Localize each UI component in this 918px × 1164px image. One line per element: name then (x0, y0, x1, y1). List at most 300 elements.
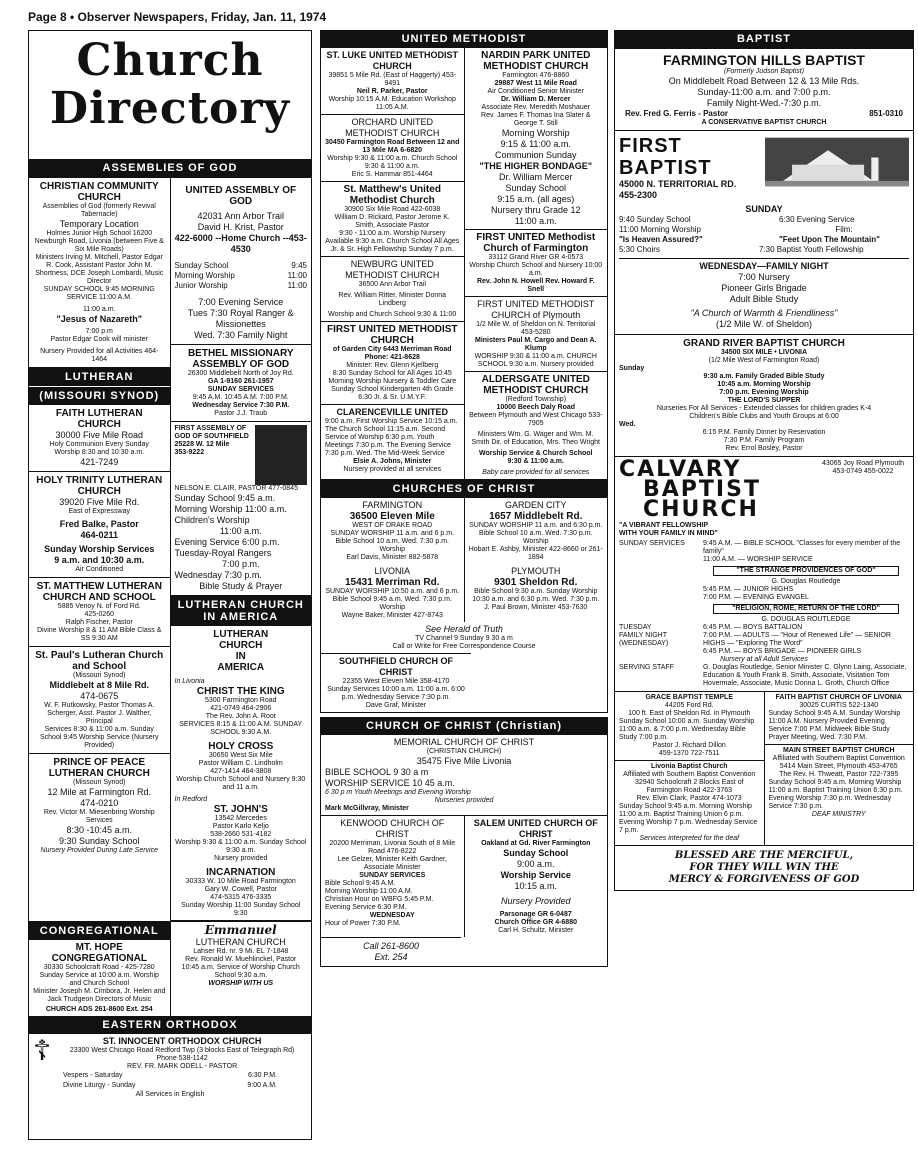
church-addr: On Middlebelt Road Between 12 & 13 Mile Rds. (668, 76, 860, 86)
church-sermon: "Jesus of Nazareth" (56, 314, 143, 324)
calvary-sunday (619, 540, 909, 624)
fb-r2a: 11:00 Morning Worship (619, 225, 701, 234)
fb-top (619, 135, 909, 201)
church-baby: Baby care provided for all services (482, 469, 590, 476)
church-building-illustration (765, 135, 909, 189)
sched-time: 6:30 P.M. (247, 1072, 277, 1079)
sched-time: 11:00 (287, 271, 307, 280)
church-pastor: Rev. Elvin Clark, Pastor 474-1073 (636, 795, 742, 802)
calvary-nurs: Nursery at all Adult Services (720, 656, 808, 663)
listing-main-street-baptist (765, 745, 914, 821)
church-loc: 100 ft. East of Sheldon Rd. in Plymouth (628, 710, 751, 717)
fb-row (619, 215, 909, 225)
sched-time: 9:00 A.M. (247, 1082, 277, 1089)
fb-row (619, 225, 909, 235)
listing-nardin-park (465, 48, 608, 230)
church-addr: 36500 Eleven Mile (349, 511, 435, 522)
church-min: Ministers Paul M. Cargo and Dean A. Klump (475, 337, 597, 352)
church-times: Worship and Church School 9:30 & 11:00 (328, 311, 457, 318)
sched-r5: Tuesday-Royal Rangers (174, 548, 272, 558)
church-times: Worship 9:30 & 11:00 a.m. Sunday School 9:30 a.m. (175, 839, 307, 854)
blessed-line-2: FOR THEY WILL WIN THE (689, 862, 839, 873)
church-phone: Phone: 421-8628 (364, 354, 420, 361)
church-times: Bible School 9:30 a.m. Sunday Worship 10:30 a.m. and 6:30 p.m. Wed. 7:30 p.m. (472, 588, 600, 603)
church-name: ST. INNOCENT ORTHODOX CHURCH (102, 1036, 262, 1046)
church-addr: 42031 Ann Arbor Trail (197, 211, 285, 221)
lca-logo-line: IN (235, 651, 246, 662)
church-nursery: Nursery provided at all services (343, 466, 442, 473)
listing-plymouth-coc (465, 564, 608, 614)
church-addr: 30330 Schoolcraft Road - 425-7280 (43, 964, 155, 971)
church-phone: 353-9222 (174, 449, 205, 456)
listing-livonia-coc (321, 564, 464, 622)
church-temp: Temporary Location (59, 219, 139, 229)
church-ac: Air Conditioned (75, 566, 124, 573)
listing-holy-cross (171, 739, 312, 794)
listing-memorial (321, 735, 607, 816)
church-times: SUNDAY WORSHIP 10:50 a.m. and 6 p.m. Bible School 9:45 a.m. Wed. 7:30 p.m. Worship (325, 588, 460, 611)
church-pastor: Neil R. Parker, Pastor (356, 88, 428, 95)
fb-row (619, 245, 909, 255)
church-pastor: Pastor J. Richard Dillon (652, 742, 726, 749)
listing-farmington-hills-baptist (614, 48, 914, 131)
sched-time: 11:00 (287, 281, 307, 290)
church-pastor: Rev. Ronald W. Muehlinckel, Pastor (185, 956, 297, 963)
church-pm: 7:00 p.m (85, 328, 113, 335)
coc-left (321, 498, 465, 622)
um-right (465, 48, 608, 479)
church-pastor: The Rev. H. Thweatt, Pastor 722-7395 (779, 771, 899, 778)
fb-title (619, 135, 765, 201)
church-phone: 425-0260 (84, 611, 115, 618)
salem-col (465, 816, 608, 937)
fb-w2: Pioneer Girls Brigade (721, 283, 807, 293)
church-loc: WEST OF DRAKE ROAD (352, 522, 433, 529)
church-addr: 39851 5 Mile Rd. (East of Haggerty) 453-9491 (328, 72, 457, 87)
listing-st-matthews-um (321, 182, 464, 257)
church-addr: 25228 W. 12 Mile (174, 441, 230, 448)
church-times: SUNDAY WORSHIP 11 a.m. and 6:30 p.m. Bible School 10 a.m. Wed. 7:30 p.m. Worship (469, 522, 603, 545)
sched-r2: Morning Worship 11:00 A.M. (325, 888, 413, 895)
church-addr: 45000 N. TERRITORIAL RD. (619, 179, 737, 189)
listing-aldersgate (465, 372, 608, 479)
church-name: Livonia Baptist Church (650, 763, 728, 770)
listing-st-luke (321, 48, 464, 115)
church-addr: 13542 Mercedes (214, 815, 267, 822)
sched-r3: Children's Worship (174, 515, 250, 525)
listing-first-um-plymouth (465, 297, 608, 372)
bb-right (765, 692, 914, 845)
listing-orchard (321, 115, 464, 182)
church-addr: 30000 Five Mile Road (55, 430, 144, 440)
church-phone: 422-6000 --Home Church --453-4530 (174, 233, 307, 254)
church-syn: (Missouri Synod) (72, 672, 126, 679)
sched-r1: Bible School 9:45 A.M. (325, 880, 396, 887)
fb-motto: "A Church of Warmth & Friendliness" (690, 308, 838, 318)
baptist-bottom-grid (614, 692, 914, 846)
church-bs: BIBLE SCHOOL 9 30 a m (325, 767, 429, 777)
church-addr: 5885 Venoy N. of Ford Rd. (57, 603, 141, 610)
church-tag: A CONSERVATIVE BAPTIST CHURCH (701, 119, 827, 126)
church-ss-time: 9:00 a.m. (516, 859, 555, 869)
church-addr: 26300 Middlebelt North of Joy Rd. (187, 370, 294, 377)
masthead (29, 31, 311, 159)
band-assemblies-of-god: ASSEMBLIES OF GOD (29, 159, 311, 177)
church-name: FIRST ASSEMBLY OF GOD OF SOUTHFIELD (174, 425, 249, 440)
church-nursery: Nursery Provided for all Activities 464-1464 (40, 348, 159, 363)
church-name: St. Paul's Lutheran Church and School (35, 650, 164, 672)
church-addr: 32940 Schoolcraft 2 Blocks East of Farmington Road 422-3763 (634, 779, 744, 794)
church-nurs: Nurseries provided (434, 797, 494, 804)
listing-first-baptist (614, 131, 914, 335)
fb-row (619, 235, 909, 245)
church-name: HOLY TRINITY LUTHERAN CHURCH (36, 475, 163, 497)
church-addr: 10000 Beech Daly Road (496, 404, 576, 411)
fb-w3: Adult Bible Study (729, 294, 799, 304)
church-tue: Tues 7:30 Royal Ranger & Missionettes (187, 308, 294, 329)
church-addr: 33112 Grand River GR 4-0573 (488, 254, 584, 261)
gr-nurs: Nurseries For All Services - Extended classes for children grades K-4 (656, 405, 872, 412)
church-ws: Worship Service (500, 870, 571, 880)
calvary-f1: 7:00 P.M. — ADULTS — "Hour of Renewed Life" — SENIOR HIGHS — "Exploring The Word" (703, 632, 891, 647)
listing-garden-city-coc (465, 498, 608, 564)
listing-farmington-coc (321, 498, 464, 564)
church-ss: Sunday School (503, 848, 569, 858)
church-addr: 30650 West Six Mile (208, 752, 273, 759)
church-min: Dr. William D. Mercer (500, 96, 571, 103)
church-addr: 5300 Farmington Road (204, 697, 277, 704)
sched-time: 9:45 (291, 261, 307, 270)
church-staff: William D. Rickard, Pastor Jerome K. Smith, Associate Pastor (334, 214, 450, 229)
kenwood-salem-grid (321, 816, 607, 937)
church-name: ST. LUKE UNITED METHODIST CHURCH (326, 50, 458, 71)
church-name: UNITED ASSEMBLY OF GOD (185, 185, 297, 207)
gr-supper: THE LORD'S SUPPER (727, 397, 801, 404)
sched-r5b: 7:00 p.m. (221, 559, 260, 569)
listing-southfield-coc (321, 653, 471, 712)
church-addr: Middlebelt at 8 Mile Rd. (49, 680, 149, 690)
listing-livonia-baptist (615, 761, 764, 845)
church-pastor: NELSON E. CLAIR, PASTOR 477-0845 (174, 485, 298, 492)
church-nurs: Nursery thru Grade 12 (490, 205, 581, 215)
church-addr: 35475 Five Mile Livonia (416, 756, 512, 766)
church-min: Minister Joseph M. Cimbora, Jr. Helen and Jack Trudgeon Directors of Music (33, 988, 166, 1003)
church-times: Worship Church School and Nursery 10:00 a.m. (469, 262, 603, 277)
church-times: Sunday School 9:45 a.m. Morning Worship 11:00 a.m. Baptist Training Union 6:30 p.m. Evening Worship 7:30 p.m. Wednesday Service 7:30 p.m. (768, 779, 903, 810)
church-phone: Farmington 476-8860 (502, 72, 570, 79)
lca-logo-line: CHURCH (219, 640, 263, 651)
fb-wed: WEDNESDAY—FAMILY NIGHT (619, 258, 909, 272)
write-line: Call or Write for Free Correspondence Course (392, 643, 536, 650)
church-min: Wayne Baker, Minister 427-8743 (341, 612, 443, 619)
church-loc: (1/2 Mile West of Farmington Road) (708, 357, 820, 364)
church-label: FARMINGTON (362, 500, 423, 510)
band-lca: LUTHERAN CHURCH IN AMERICA (171, 596, 312, 626)
calvary-ss-lbl: SUNDAY SERVICES (619, 540, 685, 547)
calvary-top (619, 457, 909, 522)
schedule-row (175, 271, 308, 281)
calvary-l1: CALVARY (619, 457, 742, 482)
church-eve: 7:00 Evening Service (198, 297, 284, 307)
church-loc: (Redford Township) (505, 396, 567, 403)
listing-newburg (321, 257, 464, 322)
listing-st-innocent (29, 1034, 311, 1101)
church-name: MAIN STREET BAPTIST CHURCH (782, 747, 895, 754)
church-addr: 30450 Farmington Road Between 12 and 13 Mile MA 6-6820 (325, 139, 460, 154)
pastor-photo (255, 425, 307, 485)
church-pastor: Gary W. Cowell, Pastor (204, 886, 277, 893)
blessed-line-1: BLESSED ARE THE MERCIFUL, (674, 850, 854, 861)
ext-line: Ext. 254 (374, 952, 408, 962)
calvary-contact (817, 460, 909, 520)
church-eleven: 11:00 a.m. (514, 216, 557, 226)
listing-christian-community (29, 178, 170, 368)
fb-sunday: SUNDAY (745, 204, 783, 214)
church-name: ORCHARD UNITED METHODIST CHURCH (345, 117, 440, 138)
church-min: Ministers Wm. G. Wager and Wm. M. Smith Dir. of Education, Mrs. Theo Wright (471, 431, 600, 446)
church-phone: Phone 538-1142 (156, 1055, 208, 1062)
column-middle (320, 30, 608, 1140)
fb-r3b: "Feet Upon The Mountain" (779, 235, 880, 244)
listing-united-ag (171, 178, 312, 345)
church-name: ST. JOHN'S (213, 804, 268, 815)
church-svc: Sunday Worship Services (44, 544, 155, 554)
church-staff: Rev. James F. Thomas Ina Slater & George T. Still (481, 112, 591, 127)
listing-grand-river-baptist (614, 335, 914, 457)
gr-w1: 6:15 P.M. Family Dinner by Reservation (702, 429, 826, 436)
church-lang: All Services in English (135, 1091, 205, 1098)
calvary-by2: G. DOUGLAS ROUTLEDGE (761, 616, 851, 623)
church-addr: 20200 Merriman, Livonia South of 8 Mile Road 476-8222 (329, 840, 456, 855)
church-name: CHRIST THE KING (196, 686, 285, 697)
calvary-s3: 5:45 P.M. — JUNIOR HIGHS (703, 586, 794, 593)
church-name: GRACE BAPTIST TEMPLE (645, 694, 733, 701)
gr-r3: 7:00 p.m. Evening Worship (719, 389, 809, 396)
church-times: 9:30 & 11:00 a.m. (507, 458, 564, 465)
fb-r1b: 6:30 Evening Service (779, 215, 855, 224)
church-times: Sunday School 9:45 a.m. Morning Worship 11:00 a.m. Baptist Training Union 6 p.m. Evening Worship 7 p.m. Wednesday Service 7 p.m. (619, 803, 758, 834)
church-sub: Assemblies of God (formerly Revival Tabernacle) (42, 203, 156, 218)
church-min: Hobart E. Ashby, Minister 422-8660 or 261-1894 (468, 546, 603, 561)
church-nurs: Nursery Provided (500, 896, 571, 906)
listing-bethel (171, 345, 312, 422)
gr-w2: 7:30 P.M. Family Program (723, 437, 805, 444)
memorial-block (320, 735, 608, 967)
church-times: Sunday School 10:00 a.m. Sunday Worship 11:00 a.m. & 7:00 p.m. Wednesday Bible Study 7:00 p.m. (619, 718, 755, 741)
church-sub: LUTHERAN CHURCH (195, 937, 286, 947)
church-ss: 9:30 Sunday School (58, 836, 140, 846)
call-line: Call 261-8600 (362, 941, 420, 951)
sched-r3: Christian Hour on WBFG 5:45 P.M. (325, 896, 434, 903)
church-addr: 23300 West Chicago Road Redford Twp (3 blocks East of Telegraph Rd) (69, 1047, 295, 1054)
calvary-l2: BAPTIST (643, 477, 761, 502)
band-united-methodist: UNITED METHODIST (320, 30, 608, 48)
church-phone: GA 1-9160 261-1957 (207, 378, 274, 385)
church-times: 9:15 & 11:00 a.m. (500, 139, 571, 149)
calvary-sunday-list (703, 540, 909, 624)
church-addr: 44205 Ford Rd. (664, 702, 714, 709)
church-comm: Communion Sunday (494, 150, 577, 160)
calvary-s1: 9:45 A.M. — BIBLE SCHOOL "Classes for every member of the family" (703, 540, 901, 555)
church-min: Elsie A. Johns, Minister (353, 458, 432, 465)
church-times: 9 a.m. and 10:30 a.m. (54, 555, 145, 565)
fb-w1: 7:00 Nursery (738, 272, 790, 282)
church-ads: CHURCH ADS 261-8600 Ext. 254 (45, 1006, 153, 1013)
church-sermon: "THE HIGHER BONDAGE" (479, 161, 593, 171)
bb-left (615, 692, 765, 845)
church-phone: 421-0749 464-2906 (210, 705, 272, 712)
congr-left (29, 922, 171, 1016)
page-header: Page 8 • Observer Newspapers, Friday, Jan. 11, 1974 (28, 10, 327, 24)
church-times: 9:00 a.m. First Worship Service 10:15 a.m. The Church School 11:15 a.m. Second Service of Worship 6:30 p.m. Youth Meetings 7:30 p.m. The Evening Service 7:30 p.m. Wed. The Mid-Week Service (325, 418, 458, 457)
church-addr: 1657 Middlebelt Rd. (489, 511, 583, 522)
calvary-logo (619, 457, 761, 522)
sched-r4: Evening Service 6:00 p.m. (174, 537, 280, 547)
church-mw: Morning Worship (501, 128, 570, 138)
calvary-sermon2: "RELIGION, ROME, RETURN OF THE LORD" (713, 604, 899, 614)
calvary-vibrant: "A VIBRANT FELLOWSHIP WITH YOUR FAMILY IN MIND" (619, 522, 718, 537)
orthodox-cross-icon: ☦ (33, 1035, 52, 1066)
calvary-s4: 7:00 P.M. — EVENING EVANGEL (703, 594, 809, 601)
calvary-s2: 11:00 A.M. — WORSHIP SERVICE (703, 556, 813, 563)
herald-block (321, 622, 607, 653)
church-office: Church Office GR 4-6880 (494, 919, 577, 926)
church-times: SUNDAY SCHOOL 9:45 MORNING SERVICE 11:00 A.M. (43, 286, 155, 301)
church-aff: Affiliated with Southern Baptist Convention (623, 771, 756, 778)
church-addr: 34500 SIX MILE • LIVONIA (720, 349, 808, 356)
church-rev: REV. FR. MARK ODELL - PASTOR (127, 1063, 238, 1070)
listing-st-johns (171, 794, 312, 865)
listing-clarenceville (321, 405, 464, 476)
band-lutheran: LUTHERAN (29, 368, 170, 386)
church-min: Rev. William Ritter, Minister Donna Lindberg (338, 292, 447, 307)
pastor-row (619, 109, 909, 119)
lca-logo-line: LUTHERAN (213, 629, 269, 640)
church-svc: SUNDAY SERVICES (207, 386, 274, 393)
church-wed: Wed. 7:30 Family Night (194, 330, 288, 340)
church-min: Carl H. Schultz, Minister (498, 927, 574, 934)
first-ag-head (175, 425, 252, 485)
church-times: SERVICES 8:15 & 11:00 A.M. SUNDAY SCHOOL 9:30 A.M. (179, 721, 303, 736)
church-name: FIRST UNITED METHODIST CHURCH (326, 324, 458, 346)
listing-holy-trinity (29, 472, 170, 578)
listing-grace-baptist (615, 692, 764, 761)
listing-mt-hope (29, 940, 170, 1016)
gr-r1: 9:30 a.m. Family Graded Bible Study (703, 373, 825, 380)
church-name: ALDERSGATE UNITED METHODIST CHURCH (481, 374, 590, 396)
church-pastor: Fred Balke, Pastor (59, 519, 139, 529)
calvary-tue (619, 624, 909, 632)
church-name: FARMINGTON HILLS BAPTIST (663, 52, 865, 68)
church-ws-time: 10:15 a.m. (514, 881, 558, 891)
listing-st-paul (29, 647, 170, 754)
church-svc: SUNDAY SERVICES (359, 872, 426, 879)
church-name: CHRISTIAN COMMUNITY CHURCH (39, 181, 159, 203)
sched-r6: Wednesday 7:30 p.m. (174, 570, 262, 580)
church-name: PRINCE OF PEACE LUTHERAN CHURCH (48, 757, 150, 779)
schedule-row (33, 1071, 307, 1081)
church-times: 8:30 -10:45 a.m. (66, 825, 133, 835)
fb-r4b: 7:30 Baptist Youth Fellowship (759, 245, 864, 254)
sched-label: Sunday School (174, 261, 229, 270)
church-times: 9:45 A.M. 10:45 A.M. 7:00 P.M. (192, 394, 289, 401)
church-label: PLYMOUTH (511, 566, 561, 576)
sched-r3b: 11:00 a.m. (219, 526, 262, 536)
listing-st-matthew (29, 578, 170, 647)
church-times: 10:45 a.m. Service of Worship Church School 9:30 a.m. (181, 964, 300, 979)
kenwood-col (321, 816, 465, 937)
church-name: SOUTHFIELD CHURCH OF CHRIST (339, 656, 453, 677)
church-name: HOLY CROSS (208, 741, 274, 752)
church-parsonage: Parsonage GR 6-0487 (499, 911, 572, 918)
church-times: Worship 9:30 & 11:00 a.m. Church School 9:30 & 11:00 a.m. (327, 155, 458, 170)
church-addr: 29887 West 11 Mile Road (494, 80, 577, 87)
coc-grid (321, 498, 607, 622)
church-pastor: Rev. Fred G. Ferris - Pastor (625, 109, 728, 118)
church-pastor: Pastor J.J. Traub (214, 410, 268, 417)
blessed-line-3: MERCY & FORGIVENESS OF GOD (668, 874, 860, 885)
church-addr: 30900 Six Mile Road 422-6038 (344, 206, 441, 213)
church-pastor: Ralph Fischer, Pastor (65, 619, 133, 626)
church-assoc: Associate Rev. Meredith Moshauer (481, 104, 590, 111)
herald-line: See Herald of Truth (425, 624, 503, 634)
first-ag-top (175, 425, 308, 485)
coc-block (320, 498, 608, 713)
church-min: Lee Gelzer, Minister Keith Gardner, Associate Minister (337, 856, 447, 871)
church-times: Sunday School 9:45 A.M. Sunday Worship 11:00 A.M. Nursery Provided Evening Service 7:00 P.M. Midweek Bible Study Prayer Meeting, Wed. 7:30 P.M. (768, 710, 901, 741)
church-deaf: DEAF MINISTRY (811, 811, 866, 818)
church-phone: 427-1414 464-3808 (210, 768, 272, 775)
church-wed: WEDNESDAY (369, 912, 415, 919)
church-name: CLARENCEVILLE UNITED (336, 407, 448, 417)
calvary-fam-lbl: FAMILY NIGHT (WEDNESDAY) (619, 632, 669, 647)
church-syn: (Missouri Synod) (72, 779, 126, 786)
column-left (28, 30, 312, 1140)
congr-right (171, 922, 312, 1016)
church-phone: 474-5315 476-3335 (210, 894, 272, 901)
listing-emmanuel (171, 922, 312, 990)
church-name: Emmanuel (204, 923, 277, 937)
church-addr: 39020 Five Mile Rd. (59, 497, 140, 507)
congregational-grid (29, 921, 311, 1016)
schedule-row (175, 281, 308, 291)
church-times: Divine Worship 8 & 11 AM Bible Class & SS 9:30 AM (37, 627, 162, 642)
church-min: Rev. John N. Howell Rev. Howard F. Snell (476, 278, 595, 293)
church-pastor: Pastor William C. Lindholm (198, 760, 283, 767)
church-eve: 11:00 a.m. (82, 306, 116, 313)
sub-column-right (171, 178, 312, 921)
listing-first-um-farmington (465, 230, 608, 297)
church-min: J. Paul Brown, Minister 453-7630 (484, 604, 588, 611)
church-staff: W. F. Rutkowsky, Pastor Thomas A. Scherger, Asst. Pastor J. Walther, Principal (44, 702, 155, 725)
church-nursery: Nursery provided (214, 855, 268, 862)
calvary-addr: 43065 Joy Road Plymouth (821, 460, 905, 467)
church-label: GARDEN CITY (504, 500, 567, 510)
column-right (614, 30, 914, 1140)
church-min: Dave Graf, Minister (365, 702, 427, 709)
sched-label: Vespers - Saturday (63, 1072, 123, 1079)
calvary-staff-row (619, 664, 909, 688)
listing-prince-of-peace (29, 754, 170, 858)
church-addr: Lahser Rd. nr. 9 Mi. EL 7-1848 (193, 948, 289, 955)
church-pastor: The Rev. John A. Root (205, 713, 276, 720)
listing-incarnation (171, 865, 312, 921)
calvary-l3: CHURCH (643, 497, 759, 522)
church-name: SALEM UNITED CHURCH OF CHRIST (473, 818, 598, 839)
church-min: Earl Davis, Minister 882-5878 (346, 554, 439, 561)
gr-pastor: Rev. Errol Bosley, Pastor (725, 445, 803, 452)
church-phone: 474-0675 (80, 691, 119, 701)
